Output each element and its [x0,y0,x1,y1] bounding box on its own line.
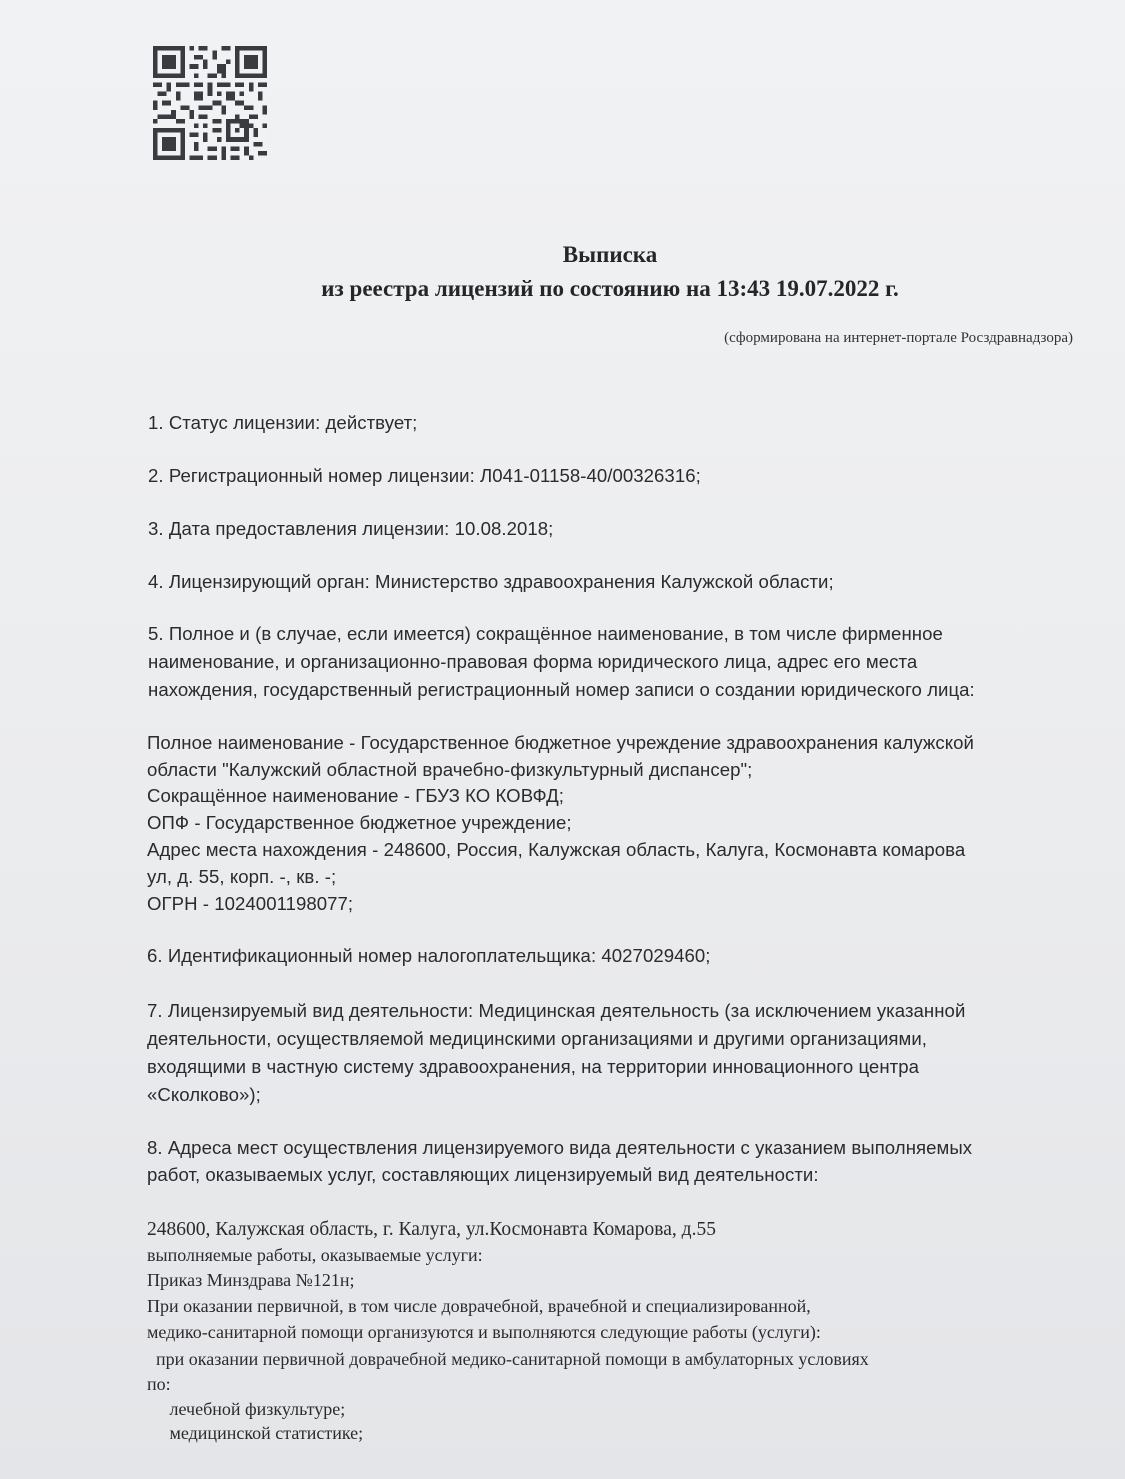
place-address: 248600, Калужская область, г. Калуга, ул.Космонавта Комарова, д.55 [147,1219,716,1240]
org-address: Адрес места нахождения - 248600, Россия, Калужская область, Калуга, Космонавта комарова [147,839,966,860]
org-address-cont: ул, д. 55, корп. -, кв. -; [147,866,337,887]
document-title: Выписка [562,242,658,267]
place-line: медико-санитарной помощи организуются и выполняются следующие работы (услуги): [147,1322,821,1342]
item5-line: наименование, и организационно-правовая форма юридического лица, адрес его места [148,651,918,672]
item7-line: «Сколково»); [147,1084,261,1105]
org-ogrn: ОГРН - 1024001198077; [147,893,354,914]
place-line: Приказ Минздрава №121н; [147,1270,355,1290]
place-line: при оказании первичной доврачебной медико-санитарной помощи в амбулаторных условиях [147,1349,869,1369]
org-short-name: Сокращённое наименование - ГБУЗ КО КОВФД; [147,785,564,806]
license-status: 1. Статус лицензии: действует; [148,412,418,433]
org-opf: ОПФ - Государственное бюджетное учреждение; [147,812,572,833]
item7-line: деятельности, осуществляемой медицинскими организациями и другими организациями, [147,1028,927,1049]
org-full-name: Полное наименование - Государственное бюджетное учреждение здравоохранения калужской [147,732,974,753]
licensing-authority: 4. Лицензирующий орган: Министерство здравоохранения Калужской области; [148,571,834,592]
item5-line: нахождения, государственный регистрационный номер записи о создании юридического лица: [148,679,975,700]
document-subtitle: из реестра лицензий по состоянию на 13:43 19.07.2022 г. [321,276,899,301]
item8-line: 8. Адреса мест осуществления лицензируемого вида деятельности с указанием выполняемых [147,1137,973,1158]
place-line: по: [147,1374,171,1394]
item8-line: работ, оказываемых услуг, составляющих лицензируемый вид деятельности: [147,1164,819,1185]
qr-code-icon [153,46,267,160]
source-note: (сформирована на интернет-портале Росздравнадзора) [724,330,1073,346]
license-reg-number: 2. Регистрационный номер лицензии: Л041-01158-40/00326316; [148,465,701,486]
place-line: медицинской статистике; [147,1423,364,1443]
item5-line: 5. Полное и (в случае, если имеется) сокращённое наименование, в том числе фирменное [148,623,943,644]
license-date: 3. Дата предоставления лицензии: 10.08.2018; [148,518,554,539]
item7-line: 7. Лицензируемый вид деятельности: Медицинская деятельность (за исключением указанной [147,1000,966,1021]
item7-line: входящими в частную систему здравоохранения, на территории инновационного центра [147,1056,919,1077]
taxpayer-id: 6. Идентификационный номер налогоплательщика: 4027029460; [147,945,711,966]
place-line: лечебной физкультуре; [147,1399,346,1419]
org-full-name-cont: области "Калужский областной врачебно-физкультурный диспансер"; [147,759,753,780]
place-line: выполняемые работы, оказываемые услуги: [147,1245,483,1265]
place-line: При оказании первичной, в том числе доврачебной, врачебной и специализированной, [147,1296,811,1316]
